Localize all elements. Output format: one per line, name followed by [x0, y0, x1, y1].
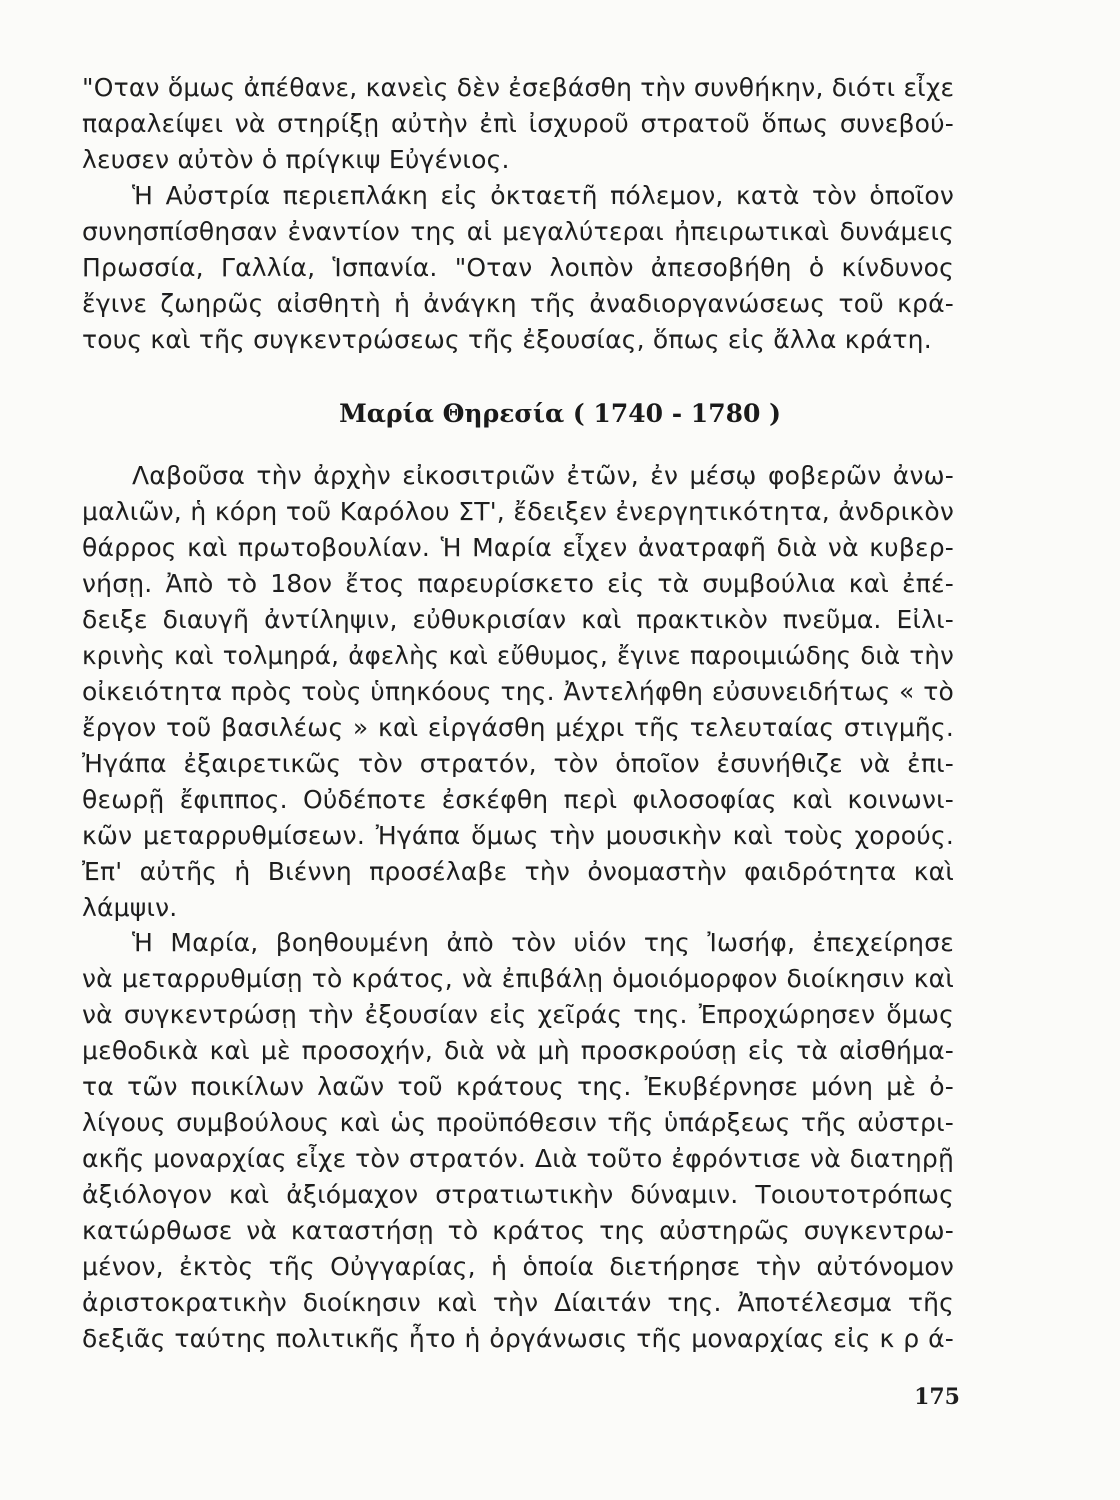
text-line: νὰ μεταρρυθμίσῃ τὸ κράτος, νὰ ἐπιβάλῃ ὁμοιόμορφον διοίκησιν καὶ: [82, 964, 954, 993]
text-line: θεωρῇ ἔφιππος. Οὐδέποτε ἐσκέφθη περὶ φιλοσοφίας καὶ κοινωνι-: [82, 785, 954, 814]
text-line: οἰκειότητα πρὸς τοὺς ὑπηκόους της. Ἀντελήφθη εὐσυνειδήτως « τὸ: [82, 677, 954, 706]
paragraph-1: [82, 70, 954, 178]
text-line: Ἡ Αὐστρία περιεπλάκη εἰς ὀκταετῆ πόλεμον, κατὰ τὸν ὁποῖον: [132, 181, 954, 210]
text-line: λάμψιν.: [82, 893, 178, 922]
text-line: δειξε διαυγῆ ἀντίληψιν, εὐθυκρισίαν καὶ πρακτικὸν πνεῦμα. Εἰλι-: [82, 605, 954, 634]
section-heading: Μαρία Θηρεσία ( 1740 - 1780 ): [339, 399, 781, 428]
text-line: μεθοδικὰ καὶ μὲ προσοχήν, διὰ νὰ μὴ προσκρούσῃ εἰς τὰ αἰσθήμα-: [82, 1036, 954, 1065]
text-line: λευσεν αὐτὸν ὁ πρίγκιψ Εὐγένιος.: [82, 145, 510, 174]
text-line: Λαβοῦσα τὴν ἀρχὴν εἰκοσιτριῶν ἐτῶν, ἐν μέσῳ φοβερῶν ἀνω-: [132, 461, 954, 490]
paragraph-2: [82, 178, 954, 358]
text-line: "Οταν ὅμως ἀπέθανε, κανεὶς δὲν ἐσεβάσθη τὴν συνθήκην, διότι εἶχε: [82, 73, 954, 102]
text-line: νήσῃ. Ἀπὸ τὸ 18ον ἔτος παρευρίσκετο εἰς τὰ συμβούλια καὶ ἐπέ-: [82, 569, 954, 598]
text-line: κατώρθωσε νὰ καταστήσῃ τὸ κράτος της αὐστηρῶς συγκεντρω-: [82, 1216, 954, 1245]
text-line: κῶν μεταρρυθμίσεων. Ἠγάπα ὅμως τὴν μουσικὴν καὶ τοὺς χορούς.: [82, 821, 954, 850]
text-line: τους καὶ τῆς συγκεντρώσεως τῆς ἐξουσίας, ὅπως εἰς ἄλλα κράτη.: [82, 325, 932, 354]
text-line: λίγους συμβούλους καὶ ὡς προϋπόθεσιν τῆς ὑπάρξεως τῆς αὐστρι-: [82, 1108, 954, 1137]
text-line: Πρωσσία, Γαλλία, Ἱσπανία. "Οταν λοιπὸν ἀπεσοβήθη ὁ κίνδυνος: [82, 253, 954, 282]
text-line: ἀριστοκρατικὴν διοίκησιν καὶ τὴν Δίαιτάν της. Ἀποτέλεσμα τῆς: [82, 1288, 954, 1317]
text-line: ἔργον τοῦ βασιλέως » καὶ εἰργάσθη μέχρι τῆς τελευταίας στιγμῆς.: [82, 713, 954, 742]
text-line: ἔγινε ζωηρῶς αἰσθητὴ ἡ ἀνάγκη τῆς ἀναδιοργανώσεως τοῦ κρά-: [82, 289, 954, 318]
paragraph-3: [82, 458, 954, 926]
text-line: μαλιῶν, ἡ κόρη τοῦ Καρόλου ΣΤ', ἔδειξεν ἐνεργητικότητα, ἀνδρικὸν: [82, 497, 954, 526]
text-line: τα τῶν ποικίλων λαῶν τοῦ κράτους της. Ἐκυβέρνησε μόνη μὲ ὀ-: [82, 1072, 954, 1101]
text-line: Ἠγάπα ἐξαιρετικῶς τὸν στρατόν, τὸν ὁποῖον ἐσυνήθιζε νὰ ἐπι-: [82, 749, 954, 778]
text-line: μένον, ἐκτὸς τῆς Οὐγγαρίας, ἡ ὁποία διετήρησε τὴν αὐτόνομον: [82, 1252, 954, 1281]
text-line: συνησπίσθησαν ἐναντίον της αἱ μεγαλύτεραι ἠπειρωτικαὶ δυνάμεις: [82, 217, 954, 246]
text-line: κρινὴς καὶ τολμηρά, ἀφελὴς καὶ εὔθυμος, ἔγινε παροιμιώδης διὰ τὴν: [82, 641, 954, 670]
text-line: Ἡ Μαρία, βοηθουμένη ἀπὸ τὸν υἱόν της Ἰωσήφ, ἐπεχείρησε: [132, 928, 954, 957]
text-line: Ἐπ' αὐτῆς ἡ Βιέννη προσέλαβε τὴν ὀνομαστὴν φαιδρότητα καὶ: [82, 857, 954, 886]
page-number: 175: [914, 1384, 960, 1410]
text-line: δεξιᾶς ταύτης πολιτικῆς ἦτο ἡ ὀργάνωσις τῆς μοναρχίας εἰς κ ρ ά-: [82, 1324, 954, 1353]
text-line: ακῆς μοναρχίας εἶχε τὸν στρατόν. Διὰ τοῦτο ἐφρόντισε νὰ διατηρῇ: [82, 1144, 954, 1173]
paragraph-4: [82, 925, 954, 1357]
text-line: θάρρος καὶ πρωτοβουλίαν. Ἡ Μαρία εἶχεν ἀνατραφῆ διὰ νὰ κυβερ-: [82, 533, 954, 562]
text-line: νὰ συγκεντρώσῃ τὴν ἐξουσίαν εἰς χεῖράς της. Ἐπροχώρησεν ὅμως: [82, 1000, 954, 1029]
text-line: ἀξιόλογον καὶ ἀξιόμαχον στρατιωτικὴν δύναμιν. Τοιουτοτρόπως: [82, 1180, 954, 1209]
text-line: παραλείψει νὰ στηρίξῃ αὐτὴν ἐπὶ ἰσχυροῦ στρατοῦ ὅπως συνεβού-: [82, 109, 954, 138]
